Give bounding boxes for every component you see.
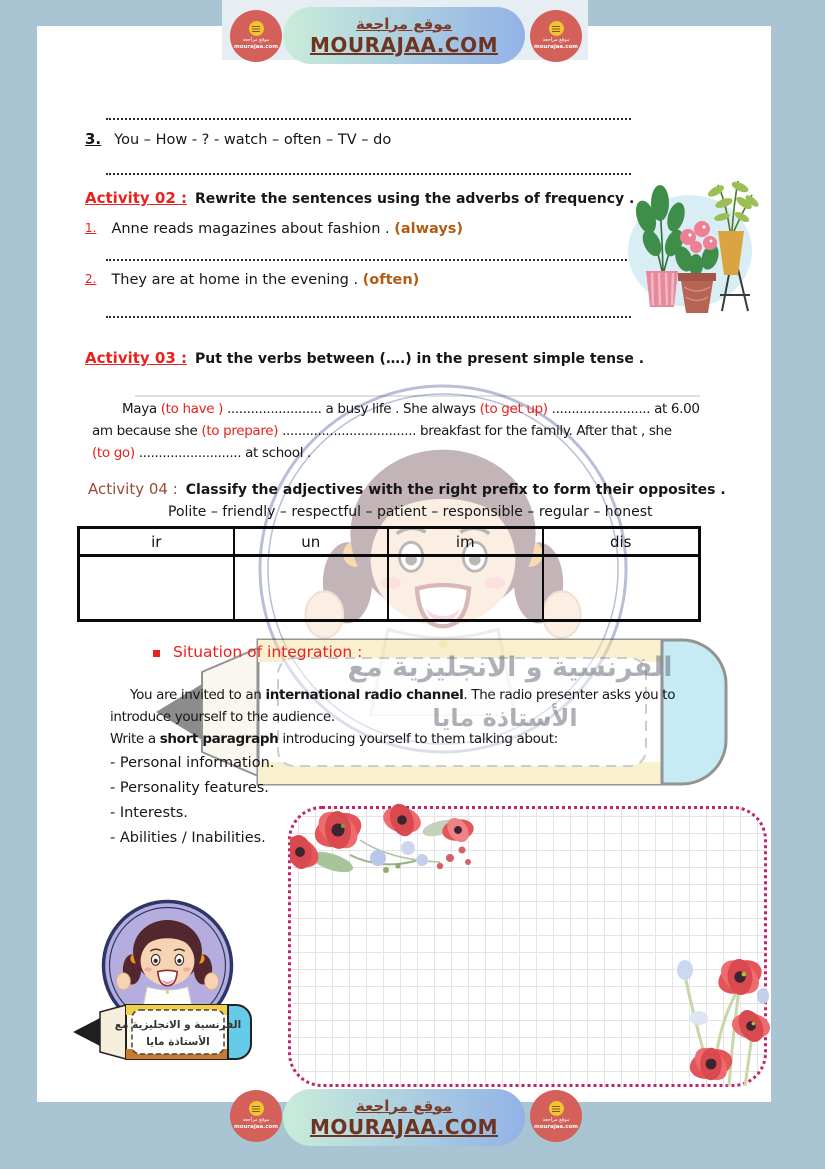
logo-domain-text: mourajaa.com: [533, 43, 579, 50]
talking-point-3: - Interests.: [110, 805, 188, 821]
logo-book-icon: [549, 21, 564, 36]
logo-domain-text: mourajaa.com: [533, 1123, 579, 1130]
answer-line[interactable]: [106, 316, 631, 318]
header-site-pill: [283, 7, 525, 64]
item-number: 1.: [85, 221, 97, 235]
item-text: Anne reads magazines about fashion .: [111, 221, 395, 237]
text-segment: You are invited to an: [130, 687, 266, 703]
table-cell-dis[interactable]: [544, 557, 699, 619]
adverb-hint: (often): [362, 272, 420, 288]
site-logo-badge-left: [230, 10, 282, 62]
text-segment: at 6.00: [654, 401, 700, 417]
table-cell-ir[interactable]: [80, 557, 235, 619]
table-cell-im[interactable]: [389, 557, 544, 619]
text-segment: . The radio presenter asks you to: [463, 687, 676, 703]
activity-02-label: Activity 02 :: [85, 189, 187, 207]
text-segment: Write a: [110, 731, 160, 747]
activity-03-title: Put the verbs between (….) in the present simple tense .: [195, 351, 645, 367]
talking-point-1: - Personal information.: [110, 755, 275, 771]
table-header-un: un: [235, 529, 390, 557]
item-number: 2.: [85, 272, 97, 286]
logo-arabic-text: موقع مراجعة: [542, 37, 570, 44]
table-header-ir: ir: [80, 529, 235, 557]
verb-hint: (to prepare): [201, 423, 283, 439]
situation-label: Situation of integration :: [173, 643, 363, 661]
question-3: [85, 130, 391, 148]
activity-04-heading: [88, 480, 726, 498]
word-bank: Polite – friendly – respectful – patient – responsible – regular – honest: [168, 504, 653, 520]
blank-dots[interactable]: ..........................: [138, 445, 246, 461]
text-segment: breakfast for the family. After that , she: [420, 423, 672, 439]
logo-book-icon: [249, 21, 264, 36]
table-cell-un[interactable]: [235, 557, 390, 619]
situation-paragraph-line-3: [110, 731, 558, 747]
logo-book-icon: [549, 1101, 564, 1116]
verb-hint: (to go): [92, 445, 139, 461]
verb-hint: (to get up): [479, 401, 552, 417]
badge-label-line-2: الأستاذة مايا: [146, 1036, 210, 1048]
activity-03-text-line-3: [92, 445, 311, 461]
activity-02-item-1: [85, 221, 463, 237]
text-segment-bold: international radio channel: [265, 687, 464, 703]
site-logo-badge-right: [530, 10, 582, 62]
logo-book-icon: [249, 1101, 264, 1116]
poppy-flowers-bottomright-icon: [645, 952, 770, 1088]
poppy-flowers-topleft-icon: [290, 800, 515, 885]
site-domain-link[interactable]: MOURAJAA.COM: [310, 32, 498, 57]
watermark-arabic-line-1: الفرنسية و الانجليزية مع: [347, 652, 673, 683]
site-name-arabic: موقع مراجعة: [355, 1096, 453, 1115]
activity-04-title: Classify the adjectives with the right prefix to form their opposites .: [185, 482, 726, 498]
answer-line[interactable]: [106, 259, 631, 261]
footer-site-pill: [283, 1089, 525, 1146]
text-segment: am because she: [92, 423, 202, 439]
answer-line[interactable]: [106, 173, 631, 175]
badge-pencil-icon: [70, 1000, 252, 1064]
logo-arabic-text: موقع مراجعة: [542, 1117, 570, 1124]
table-header-im: im: [389, 529, 544, 557]
situation-paragraph-line-1: [130, 687, 675, 703]
situation-paragraph-line-2: introduce yourself to the audience.: [110, 709, 335, 725]
text-segment: Maya: [122, 401, 161, 417]
answer-line[interactable]: [106, 118, 631, 120]
logo-arabic-text: موقع مراجعة: [242, 1117, 270, 1124]
activity-04-label: Activity 04 :: [88, 480, 178, 498]
activity-03-heading: [85, 349, 644, 367]
table-header-dis: dis: [544, 529, 699, 557]
badge-label-line-1: الفرنسية و الانجليزية مع: [114, 1019, 242, 1031]
site-logo-badge-right: [530, 1090, 582, 1142]
logo-domain-text: mourajaa.com: [233, 43, 279, 50]
adverb-hint: (always): [394, 221, 464, 237]
site-logo-badge-left: [230, 1090, 282, 1142]
text-segment: a busy life . She always: [321, 401, 480, 417]
text-segment: at school .: [245, 445, 311, 461]
blank-dots[interactable]: .........................: [551, 401, 655, 417]
activity-02-item-2: [85, 272, 419, 288]
question-text: You – How - ? - watch – often – TV – do: [114, 132, 392, 148]
talking-point-4: - Abilities / Inabilities.: [110, 830, 266, 846]
activity-03-label: Activity 03 :: [85, 349, 187, 367]
blank-dots[interactable]: ........................: [226, 401, 322, 417]
text-segment-bold: short paragraph: [159, 731, 279, 747]
watermark-arabic-line-2: الأستاذة مايا: [432, 704, 578, 732]
bullet-square-icon: [153, 650, 160, 657]
logo-domain-text: mourajaa.com: [233, 1123, 279, 1130]
site-domain-link[interactable]: MOURAJAA.COM: [310, 1114, 498, 1139]
verb-hint: (to have ): [160, 401, 227, 417]
activity-02-heading: [85, 189, 634, 207]
activity-03-text-line-1: [122, 401, 700, 417]
activity-03-text-line-2: [92, 423, 672, 439]
talking-point-2: - Personality features.: [110, 780, 269, 796]
text-segment: introducing yourself to them talking about:: [278, 731, 558, 747]
item-text: They are at home in the evening .: [111, 272, 363, 288]
site-name-arabic: موقع مراجعة: [355, 14, 453, 33]
question-number: 3.: [85, 130, 102, 148]
plants-illustration: [626, 173, 760, 315]
blank-dots[interactable]: ..................................: [282, 423, 421, 439]
logo-arabic-text: موقع مراجعة: [242, 37, 270, 44]
activity-02-title: Rewrite the sentences using the adverbs of frequency .: [195, 191, 635, 207]
prefix-table: [77, 526, 701, 622]
